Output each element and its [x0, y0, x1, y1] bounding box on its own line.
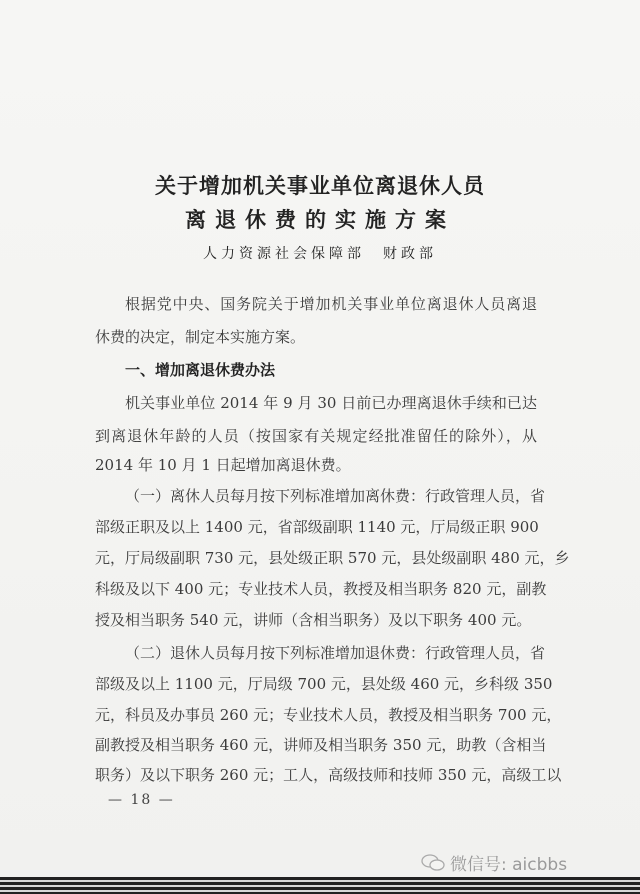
body-line: 授及相当职务 540 元，讲师（含相当职务）及以下职务 400 元。 [95, 611, 532, 629]
body-line: （一）离休人员每月按下列标准增加离休费：行政管理人员，省 [125, 487, 546, 505]
body-line: 机关事业单位 2014 年 9 月 30 日前已办理离退休手续和已达 [125, 394, 537, 412]
page-number: — 18 — [108, 792, 175, 808]
watermark-text: 微信号: aicbbs [450, 855, 568, 875]
title-line-2: 离退休费的实施方案 [185, 208, 455, 232]
body-line: 根据党中央、国务院关于增加机关事业单位离退休人员离退 [125, 295, 537, 313]
body-line: 休费的决定，制定本实施方案。 [95, 328, 306, 346]
wechat-icon [420, 853, 446, 873]
body-line: 科级及以下 400 元；专业技术人员，教授及相当职务 820 元，副教 [95, 580, 547, 598]
body-line: 副教授及相当职务 460 元，讲师及相当职务 350 元，助教（含相当 [95, 736, 547, 754]
body-line: 部级及以上 1100 元，厅局级 700 元，县处级 460 元，乡科级 350 [95, 675, 553, 693]
watermark [420, 850, 567, 875]
body-line: 元，科员及办事员 260 元；专业技术人员，教授及相当职务 700 元， [95, 706, 562, 724]
scan-edge [0, 877, 640, 894]
body-line: 到离退休年龄的人员（按国家有关规定经批准留任的除外），从 [95, 427, 537, 445]
body-line: （二）退休人员每月按下列标准增加退休费：行政管理人员，省 [125, 644, 546, 662]
issuers: 人力资源社会保障部 财政部 [203, 246, 437, 262]
body-line: 2014 年 10 月 1 日起增加离退休费。 [95, 456, 351, 474]
body-line: 部级正职及以上 1400 元，省部级副职 1140 元，厅局级正职 900 [95, 518, 539, 536]
body-line: 元，厅局级副职 730 元，县处级正职 570 元，县处级副职 480 元，乡 [95, 549, 570, 567]
section-heading: 一、增加离退休费办法 [125, 361, 276, 379]
title-line-1: 关于增加机关事业单位离退休人员 [155, 174, 485, 198]
body-line: 职务）及以下职务 260 元；工人，高级技师和技师 350 元，高级工以 [95, 766, 562, 784]
